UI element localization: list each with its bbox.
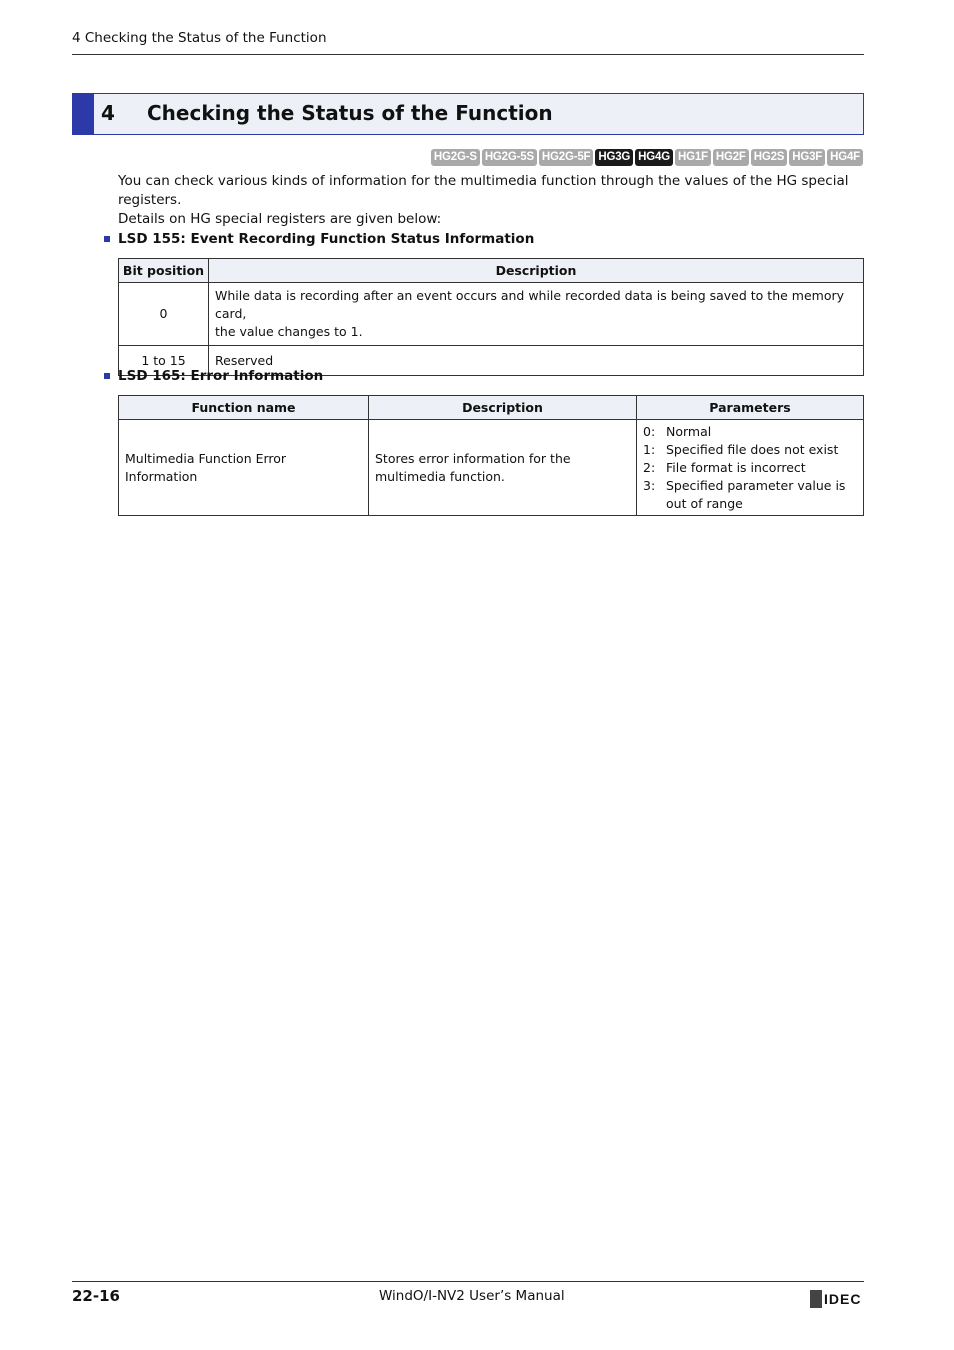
description-cell bbox=[209, 283, 864, 346]
param-text: Normal bbox=[666, 423, 712, 439]
description-line: multimedia function. bbox=[375, 468, 505, 484]
idec-logo bbox=[810, 1290, 861, 1308]
bit-cell: 0 bbox=[119, 283, 209, 346]
logo-text: IDEC bbox=[824, 1291, 862, 1307]
manual-title: WindO/I-NV2 User’s Manual bbox=[379, 1288, 565, 1304]
description-line: While data is recording after an event occurs and while recorded data is being saved to the memory card, bbox=[215, 288, 845, 321]
section-heading-lsd155 bbox=[104, 231, 534, 247]
model-tag: HG2G-5S bbox=[482, 149, 537, 166]
description-line: the value changes to 1. bbox=[215, 324, 363, 339]
param-text: Specified parameter value is out of range bbox=[666, 477, 846, 511]
list-item bbox=[643, 477, 857, 513]
description-line: Reserved bbox=[215, 352, 274, 368]
model-tag: HG3G bbox=[595, 149, 633, 166]
model-tag: HG3F bbox=[789, 149, 825, 166]
description-cell bbox=[369, 420, 637, 516]
param-text: File format is incorrect bbox=[666, 459, 806, 475]
column-header: Bit position bbox=[119, 259, 209, 283]
column-header: Description bbox=[209, 259, 864, 283]
section-heading-text: LSD 155: Event Recording Function Status Information bbox=[118, 231, 535, 247]
model-tag: HG2S bbox=[751, 149, 788, 166]
footer-rule bbox=[72, 1281, 864, 1282]
lsd155-table bbox=[118, 258, 864, 376]
chapter-accent bbox=[73, 94, 94, 134]
parameters-list bbox=[643, 423, 857, 513]
param-number: 2: bbox=[643, 459, 656, 475]
page-number: 22-16 bbox=[72, 1287, 120, 1305]
list-item bbox=[643, 441, 857, 459]
logo-mark-icon bbox=[810, 1290, 822, 1308]
column-header: Description bbox=[369, 396, 637, 420]
intro-paragraph bbox=[118, 172, 868, 229]
section-heading-text: LSD 165: Error Information bbox=[118, 368, 324, 384]
param-text: Specified file does not exist bbox=[666, 441, 839, 457]
bullet-icon bbox=[104, 373, 110, 379]
parameters-cell bbox=[637, 420, 864, 516]
model-tag: HG2F bbox=[713, 149, 749, 166]
column-header: Function name bbox=[119, 396, 369, 420]
model-tag: HG4F bbox=[827, 149, 863, 166]
chapter-title: Checking the Status of the Function bbox=[147, 101, 553, 125]
model-tags bbox=[431, 149, 863, 166]
chapter-title-bar bbox=[72, 93, 864, 135]
table-row bbox=[119, 283, 864, 346]
description-line: Stores error information for the bbox=[375, 450, 571, 466]
param-number: 3: bbox=[643, 477, 656, 493]
table-row bbox=[119, 420, 864, 516]
function-name-cell: Multimedia Function Error Information bbox=[119, 420, 369, 516]
column-header: Parameters bbox=[637, 396, 864, 420]
model-tag: HG4G bbox=[635, 149, 673, 166]
header-rule bbox=[72, 54, 864, 55]
model-tag: HG1F bbox=[675, 149, 711, 166]
bit-cell: 1 to 15 bbox=[119, 346, 209, 376]
model-tag: HG2G-S bbox=[431, 149, 480, 166]
chapter-number: 4 bbox=[101, 101, 115, 125]
bullet-icon bbox=[104, 236, 110, 242]
list-item bbox=[643, 423, 857, 441]
intro-line: Details on HG special registers are given below: bbox=[118, 211, 442, 227]
lsd165-table bbox=[118, 395, 864, 516]
param-number: 1: bbox=[643, 441, 656, 457]
running-header: 4 Checking the Status of the Function bbox=[72, 30, 327, 46]
intro-line: You can check various kinds of information for the multimedia function through the values of the HG special registers. bbox=[118, 173, 849, 208]
list-item bbox=[643, 459, 857, 477]
model-tag: HG2G-5F bbox=[539, 149, 593, 166]
param-number: 0: bbox=[643, 423, 656, 439]
section-heading-lsd165 bbox=[104, 368, 323, 384]
